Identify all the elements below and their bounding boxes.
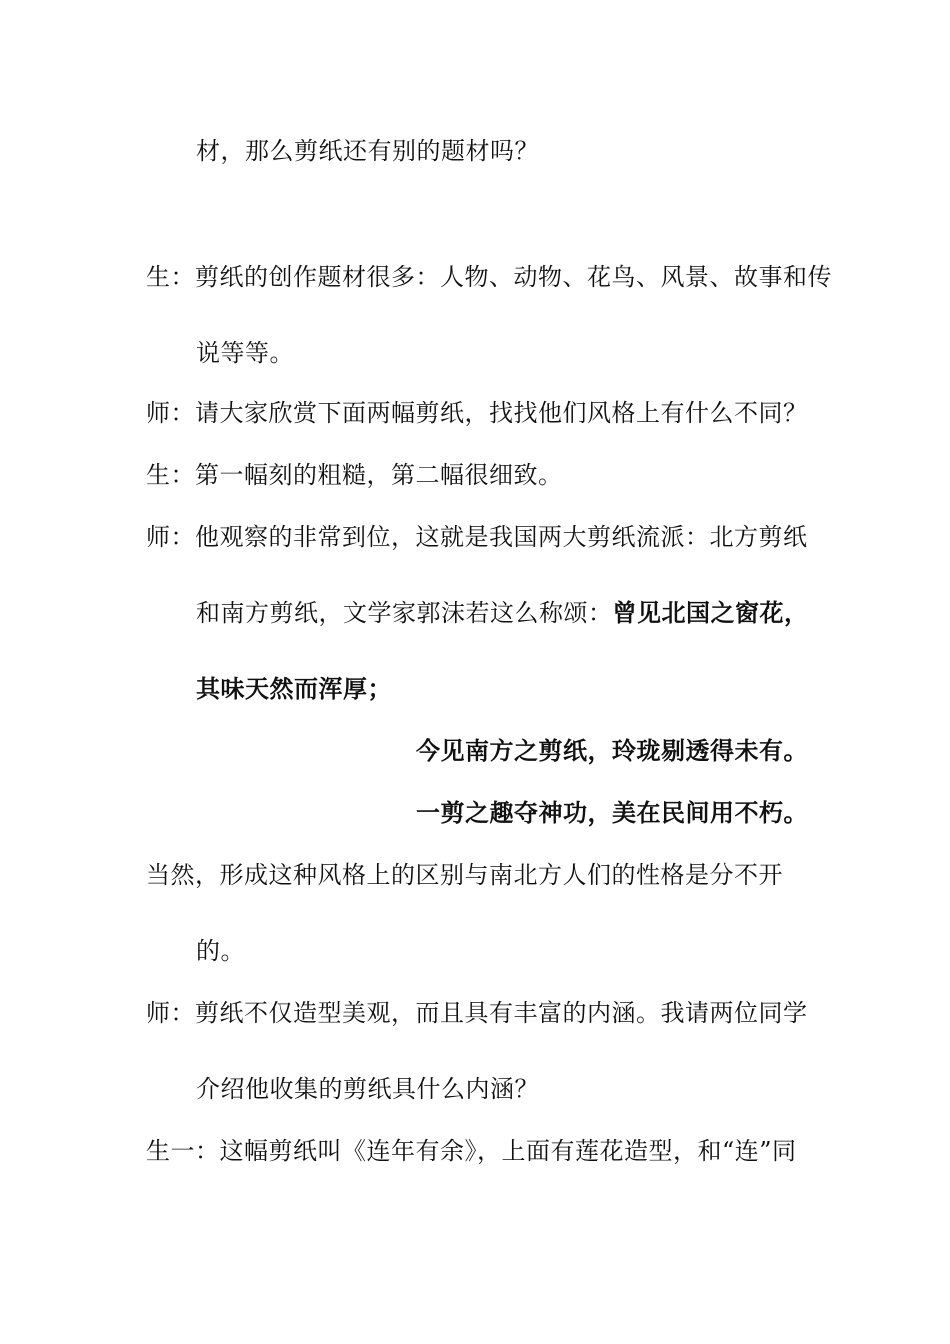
poem-line: 曾见北国之窗花， (612, 598, 809, 627)
text-line: 生一：这幅剪纸叫《连年有余》，上面有莲花造型，和“连”同 (146, 1137, 797, 1165)
text-line: 生：第一幅刻的粗糙，第二幅很细致。 (146, 461, 563, 489)
text-line: 的。 (196, 937, 245, 965)
text-line: 师：请大家欣赏下面两幅剪纸，找找他们风格上有什么不同？ (146, 399, 808, 427)
text-line: 当然，形成这种风格上的区别与南北方人们的性格是分不开 (146, 861, 783, 889)
text-line: 材，那么剪纸还有别的题材吗？ (196, 137, 539, 165)
text-line (196, 598, 809, 628)
text-line: 介绍他收集的剪纸具什么内涵？ (196, 1075, 539, 1103)
text-line: 师：剪纸不仅造型美观，而且具有丰富的内涵。我请两位同学 (146, 999, 808, 1027)
text-line: 说等等。 (196, 339, 294, 367)
text-line: 师：他观察的非常到位，这就是我国两大剪纸流派：北方剪纸 (146, 523, 808, 551)
text-line: 生：剪纸的创作题材很多：人物、动物、花鸟、风景、故事和传 (146, 263, 832, 291)
text-span: 和南方剪纸，文学家郭沫若这么称颂： (196, 599, 613, 627)
poem-line: 一剪之趣夺神功，美在民间用不朽。 (416, 798, 808, 827)
poem-line: 今见南方之剪纸，玲珑剔透得未有。 (416, 736, 808, 765)
poem-line: 其味天然而浑厚； (196, 674, 392, 703)
